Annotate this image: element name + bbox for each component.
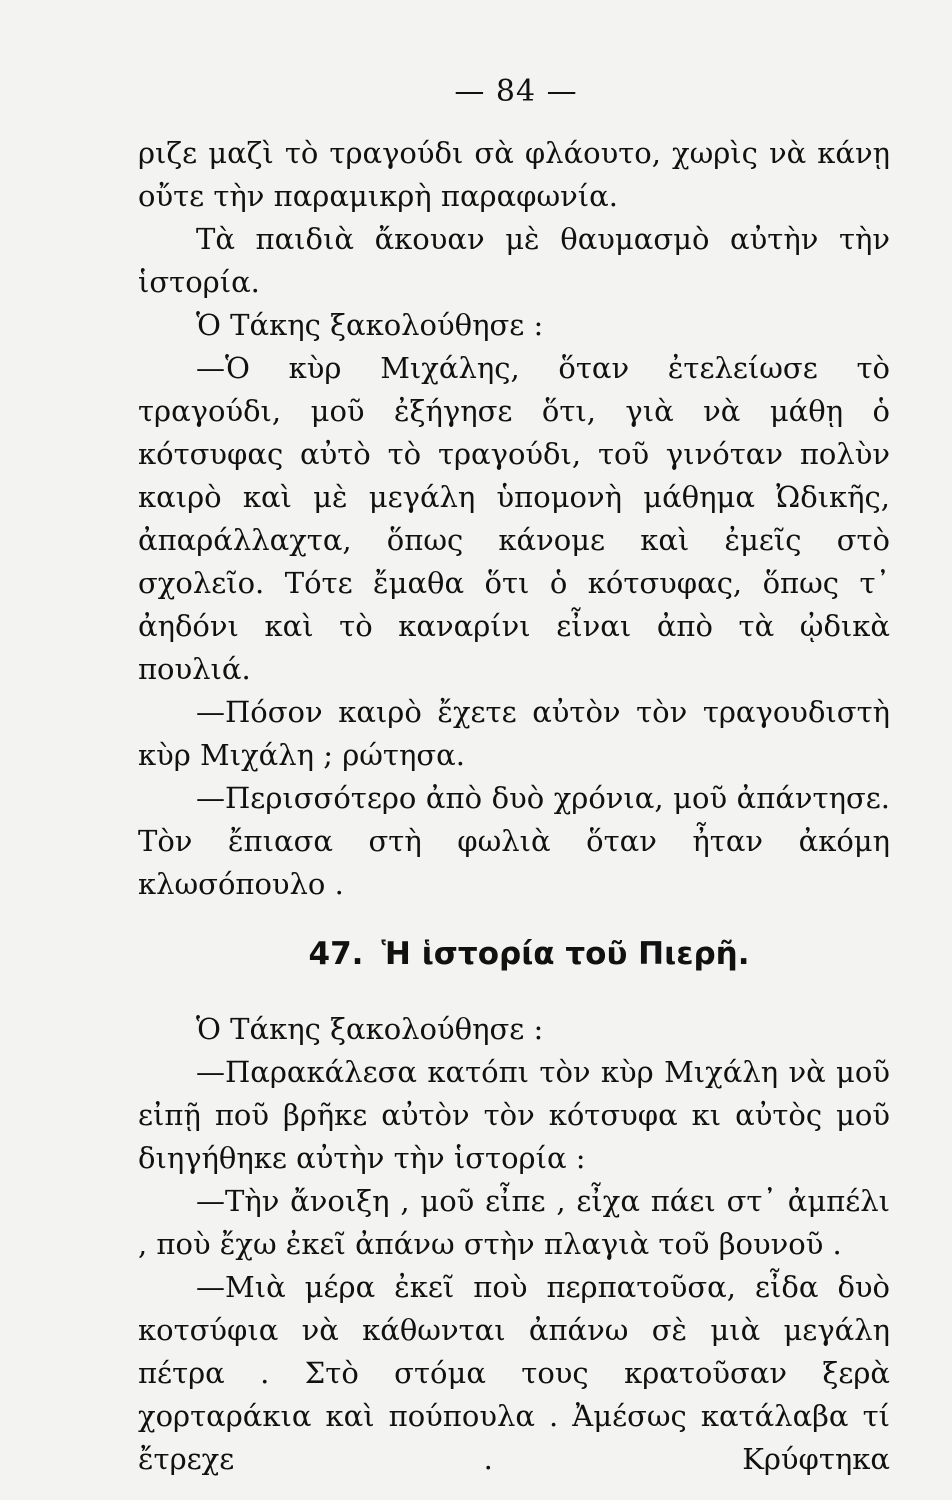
paragraph: ριζε μαζὶ τὸ τραγούδι σὰ φλάουτο, χωρὶς νὰ κάνῃ οὔτε τὴν παραμικρὴ παραφωνία. [138,136,890,213]
paragraph: —Μιὰ μέρα ἐκεῖ ποὺ περπατοῦσα, εἶδα δυὸ κοτσύφια νὰ κάθωνται ἀπάνω σὲ μιὰ μεγάλη πέτρα . Στὸ στόμα τους κρατοῦσαν ξερὰ χορταράκια καὶ πούπουλα . Ἀμέσως κατάλαβα τί ἔτρεχε . Κρύφτηκα [138,1270,890,1476]
section-number: 47. [308,936,364,972]
paragraph: Τὰ παιδιὰ ἄκουαν μὲ θαυμασμὸ αὐτὴν τὴν ἱστορία. [138,222,890,299]
section-title: Ἡ ἱστορία τοῦ Πιερῆ. [381,936,750,972]
page-number: — 84 — [454,74,578,109]
paragraph: —Τὴν ἄνοιξη , μοῦ εἶπε , εἶχα πάει στ᾽ ἀμπέλι , ποὺ ἔχω ἐκεῖ ἀπάνω στὴν πλαγιὰ τοῦ βουνοῦ . [138,1184,890,1261]
paragraph: —Ὁ κὺρ Μιχάλης, ὅταν ἐτελείωσε τὸ τραγούδι, μοῦ ἐξήγησε ὅτι, γιὰ νὰ μάθῃ ὁ κότσυφας αὐτὸ τὸ τραγούδι, τοῦ γινόταν πολὺν καιρὸ καὶ μὲ μεγάλη ὑπομονὴ μάθημα Ὠδικῆς, ἀπαράλλαχτα, ὅπως κάνομε καὶ ἐμεῖς στὸ σχολεῖο. Τότε ἔμαθα ὅτι ὁ κότσυφας, ὅπως τ᾽ ἀηδόνι καὶ τὸ καναρίνι εἶναι ἀπὸ τὰ ᾠδικὰ πουλιά. [138,351,890,686]
page-body [138,132,890,1481]
paragraph: —Παρακάλεσα κατόπι τὸν κὺρ Μιχάλη νὰ μοῦ εἰπῇ ποῦ βρῆκε αὐτὸν τὸν κότσυφα κι αὐτὸς μοῦ διηγήθηκε αὐτὴν τὴν ἱστορία : [138,1055,890,1175]
paragraph: Ὁ Τάκης ξακολούθησε : [196,308,544,342]
paragraph: —Περισσότερο ἀπὸ δυὸ χρόνια, μοῦ ἀπάντησε. Τὸν ἔπιασα στὴ φωλιὰ ὅταν ἦταν ἀκόμη κλωσόπουλο . [138,781,890,901]
section-heading [138,934,890,974]
paragraph: Ὁ Τάκης ξακολούθησε : [196,1012,544,1046]
paragraph: —Πόσον καιρὸ ἔχετε αὐτὸν τὸν τραγουδιστὴ κὺρ Μιχάλη ; ρώτησα. [138,695,890,772]
